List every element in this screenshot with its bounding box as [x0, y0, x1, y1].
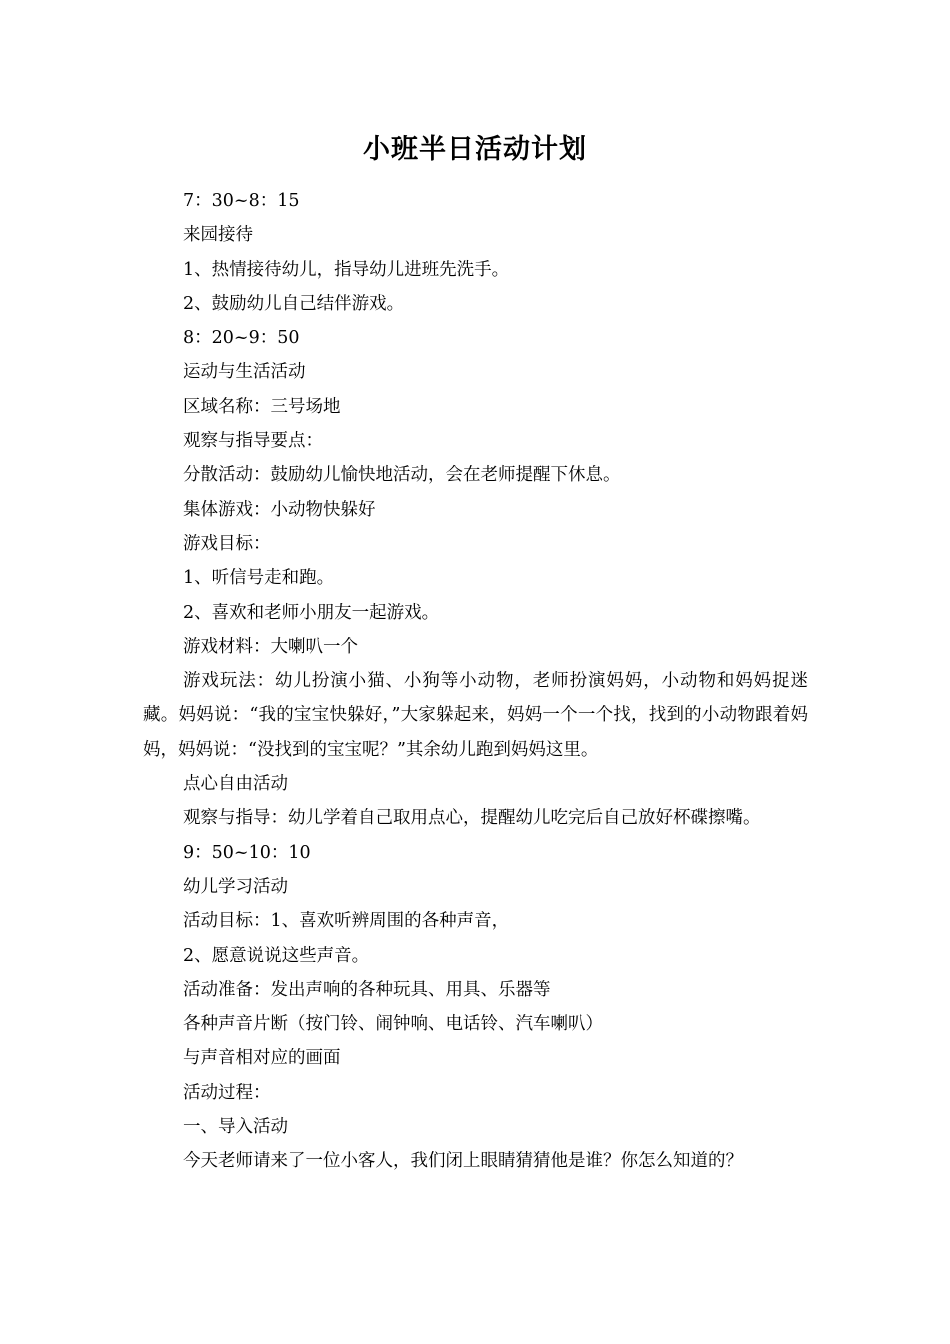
- time-slot-2: 8：20~9：50: [183, 328, 300, 349]
- text-line: 区域名称：三号场地: [183, 396, 341, 417]
- time-slot-1: 7：30~8：15: [183, 191, 300, 211]
- text-line: 1、听信号走和跑。: [183, 568, 335, 589]
- text-line: 集体游戏：小动物快躲好: [183, 499, 376, 520]
- text-line: 观察与指导要点：: [183, 431, 323, 452]
- document-body: [143, 184, 808, 1179]
- text-line: 游戏目标：: [183, 533, 271, 554]
- text-line: 与声音相对应的画面: [183, 1048, 341, 1069]
- text-line: 2、愿意说说这些声音。: [183, 945, 370, 966]
- text-line: 各种声音片断（按门铃、闹钟响、电话铃、汽车喇叭）: [183, 1014, 603, 1035]
- text-line: 一、导入活动: [183, 1117, 288, 1138]
- text-line: 2、鼓励幼儿自己结伴游戏。: [183, 293, 405, 314]
- text-line: 游戏材料：大喇叭一个: [183, 636, 358, 657]
- time-slot-3: 9：50~10：10: [183, 842, 311, 863]
- game-rules-paragraph: 游戏玩法：幼儿扮演小猫、小狗等小动物，老师扮演妈妈，小动物和妈妈捉迷藏。妈妈说：“我的宝宝快躲好，”大家躲起来，妈妈一个一个找，找到的小动物跟着妈妈，妈妈说：“没找到的宝宝呢？”其余幼儿跑到妈妈这里。: [143, 671, 808, 760]
- text-line: 今天老师请来了一位小客人，我们闭上眼睛猜猜他是谁？你怎么知道的？: [183, 1151, 743, 1172]
- section-heading: 点心自由活动: [183, 774, 288, 795]
- text-line: 活动准备：发出声响的各种玩具、用具、乐器等: [183, 979, 551, 1000]
- text-line: 1、热情接待幼儿，指导幼儿进班先洗手。: [183, 259, 510, 280]
- document-title: 小班半日活动计划: [363, 134, 587, 165]
- section-heading: 运动与生活活动: [183, 362, 306, 383]
- text-line: 活动过程：: [183, 1082, 271, 1103]
- section-heading: 幼儿学习活动: [183, 876, 288, 897]
- text-line: 分散活动：鼓励幼儿愉快地活动，会在老师提醒下休息。: [183, 465, 621, 486]
- section-heading: 来园接待: [183, 225, 253, 246]
- text-line: 观察与指导：幼儿学着自己取用点心，提醒幼儿吃完后自己放好杯碟擦嘴。: [183, 808, 761, 829]
- text-line: 活动目标：1、喜欢听辨周围的各种声音，: [183, 911, 510, 932]
- text-line: 2、喜欢和老师小朋友一起游戏。: [183, 602, 440, 623]
